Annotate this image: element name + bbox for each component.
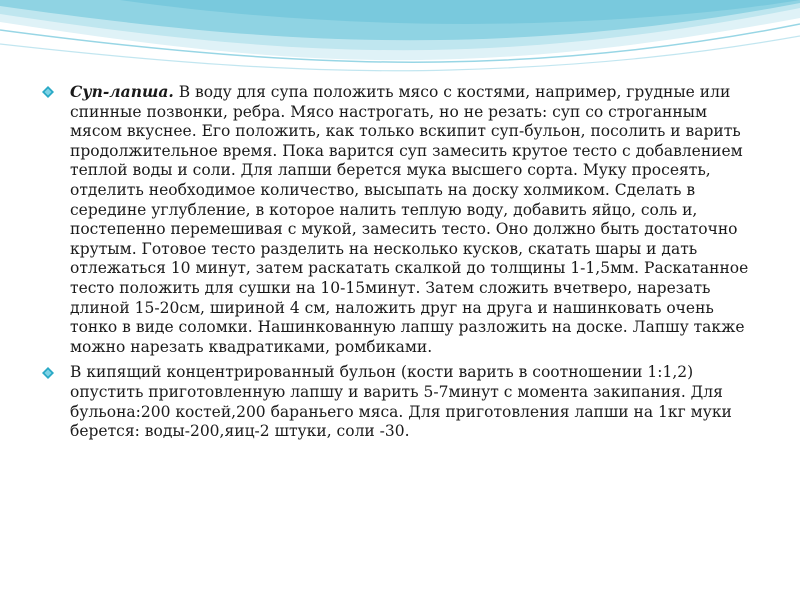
paragraph-cooking-noodles [40,363,758,441]
teal-diamond-bullet-icon [42,367,54,379]
paragraph-text: В воду для супа положить мясо с костями, например, грудные или спинные позвонки, ребра. Мясо настрогать, но не резать: суп со строганным мясом вкуснее. Его положить, как только вскипит суп-бульон, посолить и варить продолжительное время. Пока варится суп замесить крутое тесто с добавлением теплой воды и соли. Для лапши берется мука высшего сорта. Муку просеять, отделить необходимое количество, высыпать на доску холмиком. Сделать в середине углубление, в которое налить теплую воду, добавить яйцо, соль и, постепенно перемешивая с мукой, замесить тесто. Оно должно быть достаточно крутым. Готовое тесто разделить на несколько кусков, скатать шары и дать отлежаться 10 минут, затем раскатать скалкой до толщины 1-1,5мм. Раскатанное тесто положить для сушки на 10-15минут. Затем сложить вчетверо, нарезать длиной 15-20см, шириной 4 см, наложить друг на друга и нашинковать очень тонко в виде соломки. Нашинкованную лапшу разложить на доске. Лапшу также можно нарезать квадратиками, ромбиками. [70,83,749,356]
paragraph-recipe-soup-noodle [40,82,758,357]
decorative-wave-header [0,0,800,80]
paragraph-text: В кипящий концентрированный бульон (кости варить в соотношении 1:1,2) опустить приготовленную лапшу и варить 5-7минут с момента закипания. Для бульона:200 костей,200 бараньего мяса. Для приготовления лапши на 1кг муки берется: воды-200,яиц-2 штуки, соли -30. [70,363,732,441]
slide-body [40,82,758,448]
teal-diamond-bullet-icon [42,86,54,98]
paragraph-lead-title: Суп-лапша. [70,82,174,101]
